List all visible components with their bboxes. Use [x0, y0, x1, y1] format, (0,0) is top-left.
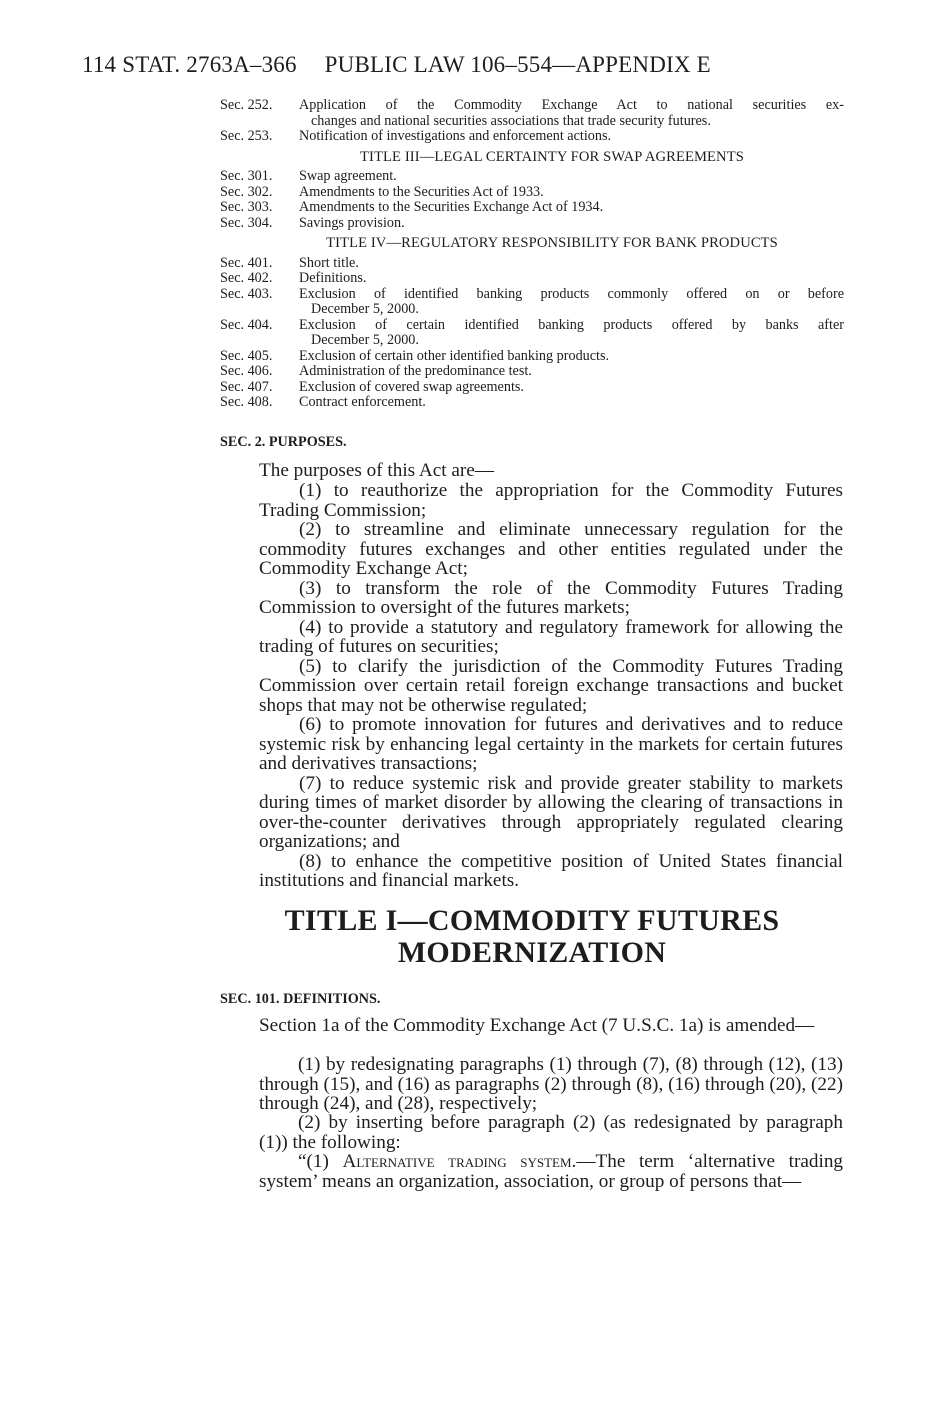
public-law-title: PUBLIC LAW 106–554—APPENDIX E [324, 52, 711, 77]
toc-entry: Sec. 301. Swap agreement. [220, 168, 397, 184]
purposes-list [259, 481, 843, 891]
purpose-item: (4) to provide a statutory and regulatory framework for allowing the trading of futures on securities; [259, 616, 843, 657]
toc-entry: Sec. 302. Amendments to the Securities Act of 1933. [220, 183, 544, 200]
purpose-item: (2) to streamline and eliminate unnecessary regulation for the commodity futures exchanges and other entities regulated under the Commodity Exchange Act; [259, 519, 843, 579]
table-of-contents [220, 98, 844, 411]
toc-entry: Sec. 253. Notification of investigations and enforcement actions. [220, 128, 612, 144]
section-101-heading: SEC. 101. DEFINITIONS. [220, 991, 381, 1007]
section-101-intro: Section 1a of the Commodity Exchange Act (7 U.S.C. 1a) is amended— [259, 1015, 815, 1036]
definition-item: “(1) Alternative trading system.—The term ‘alternative trading system’ means an organization, association, or group of persons that— [259, 1151, 844, 1192]
amendment-item: (1) by redesignating paragraphs (1) through (7), (8) through (12), (13) through (15), and (16) as paragraphs (2) through (8), (16) through (20), (22) through (24), and (28), respectively; [259, 1054, 843, 1114]
purpose-item: (7) to reduce systemic risk and provide greater stability to markets during times of market disorder by allowing the clearing of transactions in over-the-counter derivatives through appropriately regulated clearing organizations; and [259, 772, 843, 852]
toc-entry: Sec. 405. Exclusion of certain other identified banking products. [220, 347, 610, 364]
toc-entry: Sec. 402. Definitions. [220, 270, 367, 286]
toc-entry: Sec. 303. Amendments to the Securities Exchange Act of 1934. [220, 199, 604, 215]
toc-entry: Sec. 407. Exclusion of covered swap agreements. [220, 378, 524, 395]
purpose-item: (1) to reauthorize the appropriation for the Commodity Futures Trading Commission; [259, 480, 843, 521]
defined-term: Alternative trading system [342, 1151, 572, 1172]
toc-entry: Sec. 406. Administration of the predominance test. [220, 363, 532, 379]
purposes-intro: The purposes of this Act are— [259, 460, 494, 481]
toc-entry: Sec. 252. Application of the Commodity Exchange Act to national securities ex- changes and national securities associations that trade security futures. [220, 97, 844, 129]
toc-entry: Sec. 408. Contract enforcement. [220, 394, 426, 410]
toc-entry: Sec. 401. Short title. [220, 254, 359, 271]
toc-entry: Sec. 403. Exclusion of identified banking products commonly offered on or before December 5, 2000. [220, 285, 844, 317]
statute-citation: 114 STAT. 2763A–366 [82, 52, 297, 77]
toc-entry: Sec. 404. Exclusion of certain identified banking products offered by banks after December 5, 2000. [220, 316, 844, 348]
section-2-heading: SEC. 2. PURPOSES. [220, 434, 347, 450]
purpose-item: (5) to clarify the jurisdiction of the Commodity Futures Trading Commission over certain retail foreign exchange transactions and bucket shops that may not be otherwise regulated; [259, 655, 843, 716]
toc-title-iv: TITLE IV—REGULATORY RESPONSIBILITY FOR BANK PRODUCTS [326, 235, 778, 251]
toc-entry: Sec. 304. Savings provision. [220, 214, 405, 231]
purpose-item: (6) to promote innovation for futures and derivatives and to reduce systemic risk by enhancing legal certainty in the markets for certain futures and derivatives transactions; [259, 714, 843, 774]
purpose-item: (3) to transform the role of the Commodity Futures Trading Commission to oversight of the futures markets; [259, 577, 843, 618]
amendment-item: (2) by inserting before paragraph (2) (as redesignated by paragraph (1)) the following: [259, 1112, 843, 1153]
page-header [82, 52, 711, 78]
title-i-heading: TITLE I—COMMODITY FUTURES MODERNIZATION [284, 904, 780, 969]
toc-title-iii: TITLE III—LEGAL CERTAINTY FOR SWAP AGREEMENTS [360, 148, 744, 165]
purpose-item: (8) to enhance the competitive position of United States financial institutions and financial markets. [259, 850, 843, 891]
